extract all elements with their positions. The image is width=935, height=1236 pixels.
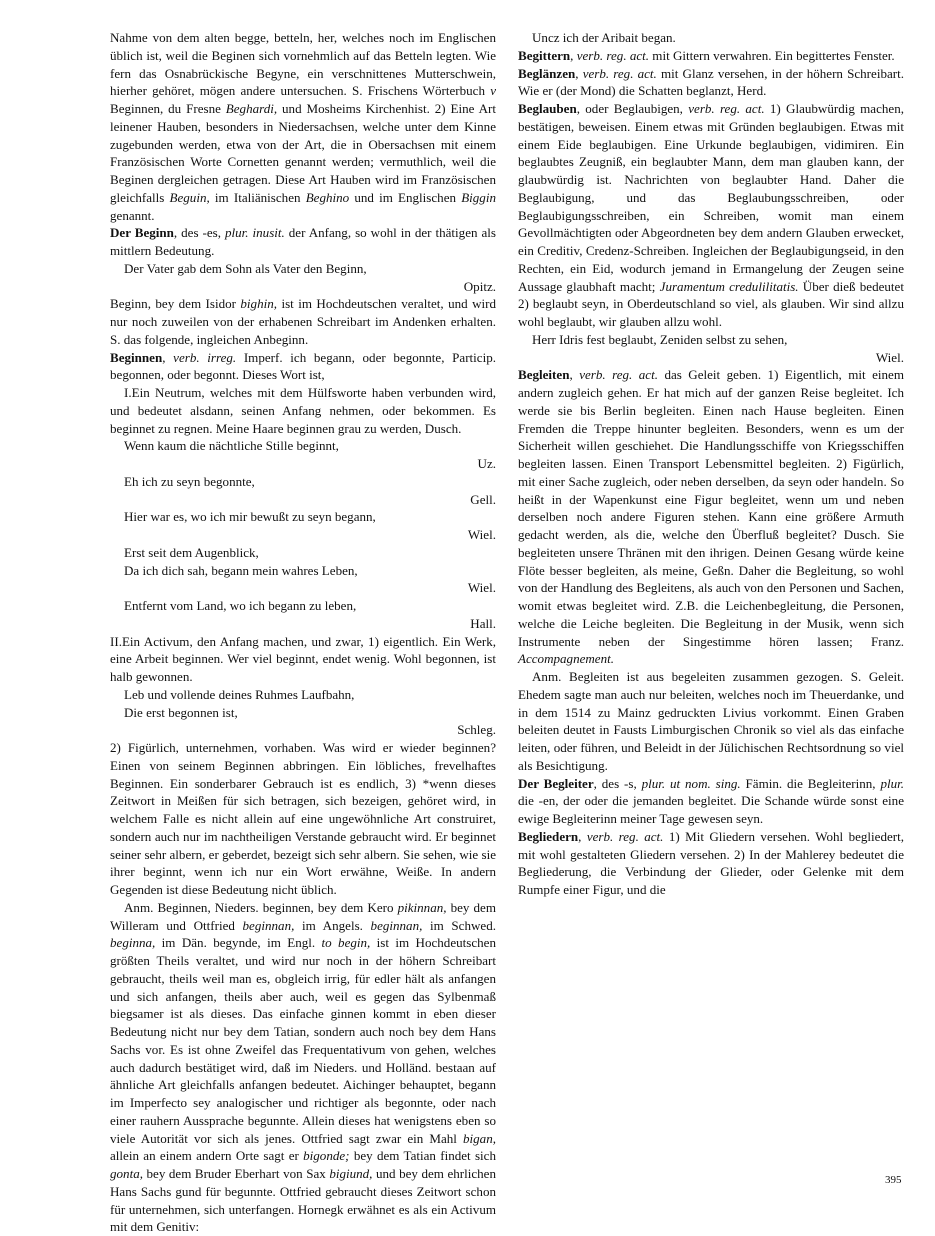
italic-text: verb. reg. act. xyxy=(582,65,657,81)
italic-text: v xyxy=(490,83,496,99)
text-run: , xyxy=(575,65,583,81)
italic-text: Beguin, xyxy=(169,189,210,205)
italic-text: verb. irreg. xyxy=(173,349,237,365)
headword: Der Begleiter xyxy=(518,775,594,791)
verse-line: Hier war es, wo ich mir bewußt zu seyn begann, xyxy=(124,509,376,525)
text-run: im Schwed. xyxy=(422,917,496,933)
paragraph xyxy=(110,29,496,224)
italic-text: verb. reg. act. xyxy=(579,367,658,383)
headword: Beglänzen xyxy=(518,65,576,81)
text-run: und im Englischen xyxy=(349,189,462,205)
verse-line: Leb und vollende deines Ruhmes Laufbahn, xyxy=(124,686,355,702)
text-run: allein an einem andern Orte sagt er xyxy=(110,1148,304,1164)
right-column xyxy=(518,29,904,899)
text-run: Beginnen, du Fresne xyxy=(110,101,226,116)
dictionary-entry xyxy=(518,775,904,828)
text-run: genannt. xyxy=(110,207,155,223)
text-run: im Dän. begynde, im Engl. xyxy=(155,935,322,951)
text-run: , xyxy=(570,47,577,63)
headword: Begliedern xyxy=(518,828,579,844)
text-run: der Anfang, so wohl in der thätigen als mittlern Bedeutung. xyxy=(110,225,496,258)
text-run: Über dieß bedeutet 2) beglaubt seyn, in Oberdeutschland so viel, als glauben. Wir sind allzu wohl beglaubt, wir glauben allzu wohl. xyxy=(518,278,904,329)
italic-text: bigiund, xyxy=(329,1166,373,1181)
headword: Begittern xyxy=(518,47,571,63)
text-run: , des -es, xyxy=(173,225,225,241)
italic-text: gonta, xyxy=(110,1166,143,1181)
text-run: , xyxy=(162,349,174,365)
verse-line: Entfernt vom Land, wo ich begann zu leben, xyxy=(124,598,357,613)
text-run: Imperf. ich begann, oder begonnte, Particip. begonnen, oder begonnt. Dieses Wort ist, xyxy=(110,349,496,383)
text-run: Fämin. die Begleiterinn, xyxy=(740,775,881,791)
text-run: bey dem Bruder Eberhart von Sax xyxy=(142,1166,330,1181)
italic-text: beginnan, xyxy=(370,917,423,933)
dictionary-entry xyxy=(518,47,904,65)
text-run: und Mosheims Kirchenhist. 2) Eine Art leinener Hauben, besonders in Niedersachsen, welche unter dem Kinne zugebunden werden, etwa von der Art, die in Obersachsen mit einem Französischen Worte Cornetten genannt werden; vermuthlich, weil die Beginen dergleichen getragen. Diese Art Hauben wird im Französischen gleichfalls xyxy=(110,101,496,205)
italic-text: verb. reg. act. xyxy=(576,47,650,63)
citation-source: Wiel. xyxy=(467,580,496,596)
headword: Beginnen xyxy=(110,349,163,365)
citation-source: Gell. xyxy=(470,491,496,507)
text-run: bey dem Tatian findet sich xyxy=(349,1148,496,1164)
text-run: 2) Figürlich, unternehmen, vorhaben. Was wird er wieder beginnen? Einen von seinem Beginnen abbringen. Ein löbliches, frevelhaftes Beginnen. Ein sonderbarer Gebrauch ist es endlich, 3) *wenn dieses Zeitwort in Meißen für sich betragen, sich bezeigen, gehöret wird, in welchem Falle es nicht allein auf eine ungewöhnliche Art construiret, sondern auch nur im nachtheiligen Verstande gebraucht wird. Er beginnet seiner sehr albern, er geberdet, bezeigt sich sehr albern. Sie sehen, wie sie ihrer beginnt, wenn ich nur ein Wort erwähne, Weiße. In andern Gegenden ist diese Bedeutung nicht üblich. xyxy=(110,740,496,897)
citation-source: Schleg. xyxy=(457,722,496,738)
text-run: Anm. Begleiten ist aus begeleiten zusammen gezogen. S. Geleit. Ehedem sagte man auch nur beleiten, welches noch im Theuerdanke, und in dem 1514 zu Mainz gedruckten Livius vorkommt. Einen Graben beleiten deutet in Fausts Limburgischen Chronik so viel als das einfache leiten, oder führen, und Beleidt in der Jülichischen Rechtsordnung so viel als Besichtigung. xyxy=(518,669,904,773)
paragraph xyxy=(110,739,496,899)
verse-line: Der Vater gab dem Sohn als Vater den Beginn, xyxy=(124,260,367,276)
paragraph xyxy=(110,384,496,437)
dictionary-entry xyxy=(110,349,496,385)
italic-text: verb. reg. act. xyxy=(688,101,765,116)
text-run: 1) Glaubwürdig machen, bestätigen, beweisen. Einem etwas mit Gründen beglaubigen. Etwas mit einem Eide beglaubigen. Eine Urkunde beglaubigen, vidimiren. Ein beglaubtes Zeugniß, ein beglaubter Mann, dem man glauben kann, der glaubwürdig ist. Nachrichten von beglaubter Hand. Daher die Beglaubigung, und das Beglaubungsschreiben, oder Beglaubigungsschreiben, ein Schreiben, womit man einem Gevollmächtigten oder Abgeordneten bey dem andern Glauben erwecket, ein Creditiv, Credenz-Schreiben. Ingleichen der Beglaubigungseid, in den Rechten, ein Eid, wodurch jemand in Ermangelung der Zeugen seine Aussage glaubhaft macht; xyxy=(518,101,904,294)
italic-text: plur. xyxy=(880,775,905,791)
italic-text: to begin, xyxy=(321,935,371,951)
text-run: bey dem Willeram und Ottfried xyxy=(110,899,496,933)
verse-line: Da ich dich sah, begann mein wahres Leben, xyxy=(124,562,358,578)
text-run: Beginn, bey dem Isidor xyxy=(110,296,241,312)
text-run: 1) Mit Gliedern versehen. Wohl begliedert, mit wohl gestalteten Gliedern versehen. 2) In der Mahlerey bedeutet die Begliederung, die Verbindung der Glieder, oder Gelenke mit dem Rumpfe einer Figur, und die xyxy=(518,828,904,897)
italic-text: plur. ut nom. sing. xyxy=(641,775,741,791)
dictionary-entry xyxy=(518,65,904,101)
headword: Begleiten xyxy=(518,367,570,383)
text-run: mit Gittern verwahren. Ein begittertes Fenster. xyxy=(649,47,895,63)
page-number: 395 xyxy=(885,1174,902,1186)
citation-source: Uz. xyxy=(477,456,496,471)
citation-source: Hall. xyxy=(470,615,496,631)
text-run: , oder Beglaubigen, xyxy=(576,101,689,116)
citation-source: Opitz. xyxy=(463,278,496,294)
text-run: I.Ein Neutrum, welches mit dem Hülfsworte haben verbunden wird, und bedeutet alsdann, seinen Anfang nehmen, oder bekommen. Es beginnet zu regnen. Meine Haare beginnen grau zu werden, Dusch. xyxy=(110,385,496,436)
italic-text: bigonde; xyxy=(303,1148,350,1164)
dictionary-entry xyxy=(518,100,904,331)
text-run: II.Ein Activum, den Anfang machen, und zwar, 1) eigentlich. Ein Werk, eine Arbeit beginnen. Wer viel beginnt, endet wenig. Wohl begonnen, ist halb gewonnen. xyxy=(110,633,496,684)
italic-text: bighin, xyxy=(240,296,278,312)
text-run: Nahme von dem alten begge, betteln, her, welches noch im Englischen üblich ist, weil die Beginen sich vornehmlich auf das Betteln legten. Wie fern das Osnabrückische Begyne, ein verschnittenes Mutterschwein, hierher gehöret, mögen andere untersuchen. S. Frischens Wörterbuch xyxy=(110,30,496,99)
italic-text: Accompagnement. xyxy=(518,651,615,667)
verse-line: Erst seit dem Augenblick, xyxy=(124,544,259,560)
italic-text: Beghardi, xyxy=(225,101,278,116)
verse-line: Herr Idris fest beglaubt, Zeniden selbst zu sehen, xyxy=(532,331,788,347)
verse-line: Wenn kaum die nächtliche Stille beginnt, xyxy=(124,438,339,454)
paragraph xyxy=(110,295,496,348)
text-run: ist im Hochdeutschen größten Theils veraltet, und wird nur noch in der höhern Schreibart gebraucht, theils weil man es, obgleich irrig, für edler hält als anfangen und sich anfangen, theils aber auch, weil es gegen das Sylbenmaß biegsamer ist als dieses. Das einfache ginnen kommt in eben dieser Bedeutung nicht nur bey dem Tatian, sondern auch noch bey dem Hans Sachs vor. Es ist ohne Zweifel das Frequentativum von gehen, welches auch dadurch bestätiget wird, daß im Nieders. und Holländ. bestaan auf ähnliche Art gleichfalls anfangen bedeutet. Aichinger behauptet, begann im Imperfecto sey analogischer und richtiger als begonnte, oder nach einer rauhern Aussprache begunnte. Allein dieses hat wenigstens eben so viele Autorität vor sich als jenes. Ottfried sagt zwar ein Mahl xyxy=(110,935,496,1146)
text-run: , des -s, xyxy=(593,775,642,791)
italic-text: verb. reg. act. xyxy=(586,828,664,844)
text-run: im Angels. xyxy=(294,917,371,933)
italic-text: beginnan, xyxy=(242,917,295,933)
verse-line: Uncz ich der Aribait began. xyxy=(532,30,676,45)
text-run: und bey dem ehrlichen Hans Sachs gund für begunnte. Ottfried gebraucht dieses Zeitwort schon für unternehmen, sich unterfangen. Hornegk erwähnet es als ein Activum mit dem Genitiv: xyxy=(110,1166,496,1235)
italic-text: Biggin xyxy=(461,189,496,205)
text-run: die -en, der oder die jemanden begleitet. Die Schande würde sonst eine ewige Begleiterinn meiner Tage gewesen seyn. xyxy=(518,793,904,826)
paragraph xyxy=(518,668,904,775)
dictionary-entry xyxy=(518,366,904,668)
paragraph xyxy=(110,633,496,686)
paragraph xyxy=(110,899,496,1236)
text-run: mit Glanz versehen, in der höhern Schreibart. Wie er (der Mond) die Schatten beglanzt, Herd. xyxy=(518,65,904,99)
italic-text: Juramentum credulilitatis. xyxy=(659,278,799,294)
citation-source: Wiel. xyxy=(467,527,496,542)
verse-line: Eh ich zu seyn begonnte, xyxy=(124,473,255,489)
italic-text: bigan, xyxy=(463,1130,496,1146)
left-column xyxy=(110,29,496,1236)
italic-text: Beghino xyxy=(305,189,350,205)
verse-line: Die erst begonnen ist, xyxy=(124,704,238,720)
text-run: , xyxy=(578,828,587,844)
text-run: ist im Hochdeutschen veraltet, und wird nur noch zuweilen von der erhabenen Schreibart im Andenken erhalten. S. das folgende, ingleichen Anbeginn. xyxy=(110,296,496,347)
text-run: Anm. Beginnen, Nieders. beginnen, bey dem Kero xyxy=(124,899,398,915)
text-run: , xyxy=(569,367,580,383)
headword: Der Beginn xyxy=(110,225,174,241)
text-run: im Italiänischen xyxy=(209,189,306,205)
italic-text: plur. inusit. xyxy=(224,225,285,241)
italic-text: pikinnan, xyxy=(397,899,447,915)
dictionary-entry xyxy=(518,828,904,899)
headword: Beglauben xyxy=(518,101,577,116)
text-run: das Geleit geben. 1) Eigentlich, mit einem andern zugleich gehen. Er hat mich auf der ganzen Reise begleitet. Ich werde sie bis Berlin begleiten. Einen nach Hause begleiten. Einen Fremden die Treppe hinunter begleiten. Besonders, wenn es um der Sicherheit willen geschiehet. Die Handlungsschiffe von Kriegsschiffen begleiten lassen. Einen Transport Lebensmittel begleiten. 2) Figürlich, mit einer Sache zugleich, oder neben derselben, da seyn oder handeln. So heißt in der Wapenkunst eine Figur begleitet, wenn um und neben derselben noch andere Figuren stehen. Kann eine größere Armuth gedacht werden, als die, welche den Überfluß begleitet? Dusch. Sie begleiteten unsere Thränen mit den ihrigen. Deinen Gesang würde keine Flöte besser begleiten, als meine, Geßn. Daher die Begleitung, so wohl von der Handlung des Begleitens, als auch von den Personen und Sachen, womit etwas begleitet wird. Z.B. die Leichenbegleitung, die Personen, welche die Leiche begleiten. Die Begleitung in der Musik, wenn sich Instrumente neben der Singestimme hören lassen; Franz. xyxy=(518,367,904,649)
italic-text: beginna, xyxy=(110,935,156,951)
dictionary-entry xyxy=(110,224,496,260)
citation-source: Wiel. xyxy=(875,349,904,365)
